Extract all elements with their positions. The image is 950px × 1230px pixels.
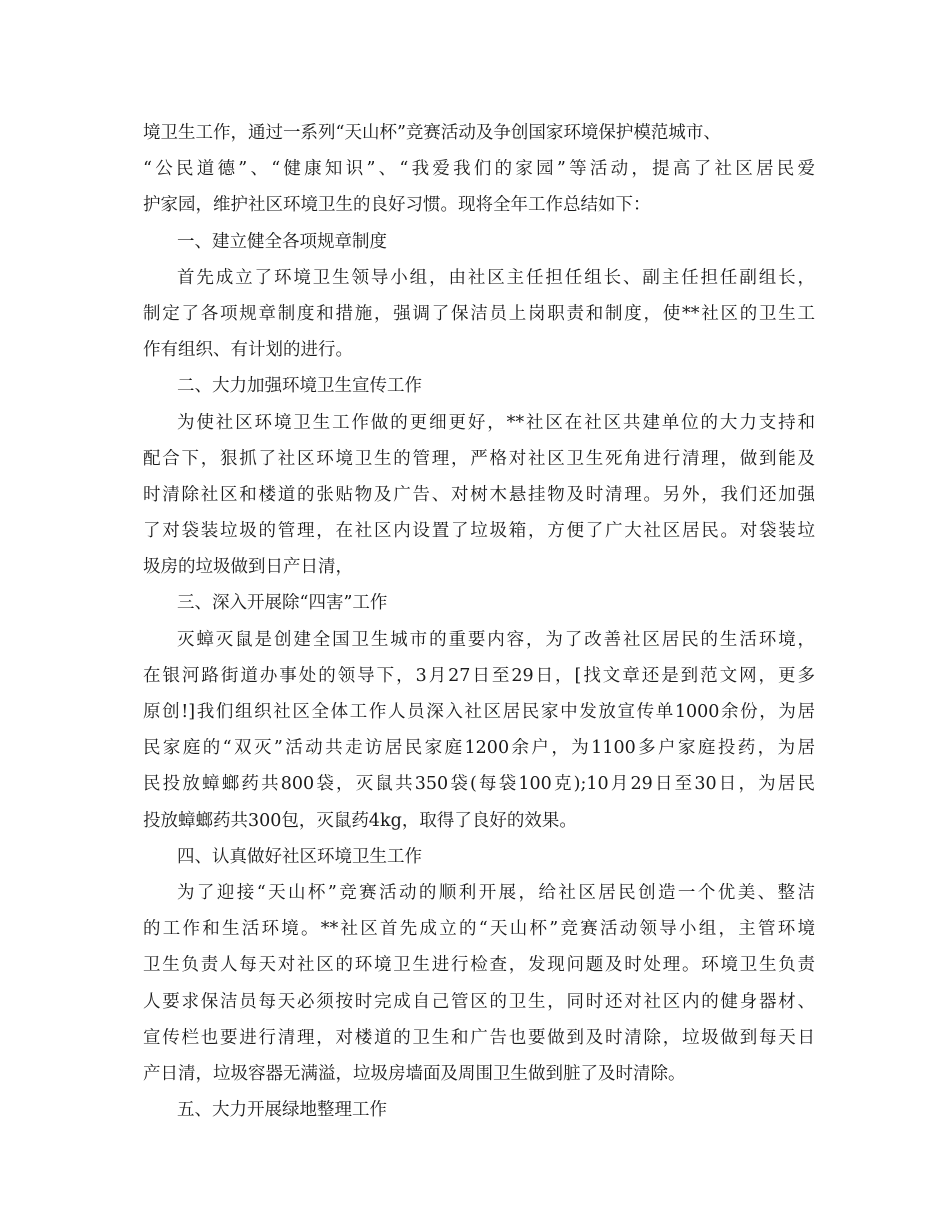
paragraph-line: 制定了各项规章制度和措施，强调了保洁员上岗职责和制度，使**社区的卫生工	[143, 303, 815, 324]
paragraph-line: 民投放蟑螂药共800袋，灭鼠共350袋(每袋100克);10月29日至30日，为居民	[143, 774, 815, 795]
paragraph-line: 作有组织、有计划的进行。	[143, 340, 353, 361]
paragraph-line: 原创!]我们组织社区全体工作人员深入社区居民家中发放宣传单1000余份，为居	[143, 702, 815, 722]
paragraph-line: 护家园，维护社区环境卫生的良好习惯。现将全年工作总结如下：	[143, 195, 651, 216]
paragraph-line: 圾房的垃圾做到日产日清，	[143, 557, 353, 578]
paragraph-line: 境卫生工作，通过一系列“天山杯”竞赛活动及争创国家环境保护模范城市、	[143, 123, 721, 143]
paragraph-line: 宣传栏也要进行清理，对楼道的卫生和广告也要做到及时清除，垃圾做到每天日	[143, 1027, 815, 1048]
paragraph-first-line: 二、大力加强环境卫生宣传工作	[177, 376, 422, 397]
paragraph-line: 配合下，狠抓了社区环境卫生的管理，严格对社区卫生死角进行清理，做到能及	[143, 448, 815, 469]
paragraph-line: 人要求保洁员每天必须按时完成自己管区的卫生，同时还对社区内的健身器材、	[143, 991, 815, 1012]
paragraph-line: 时清除社区和楼道的张贴物及广告、对树木悬挂物及时清理。另外，我们还加强	[143, 484, 815, 505]
paragraph-line: 了对袋装垃圾的管理，在社区内设置了垃圾箱，方便了广大社区居民。对袋装垃	[143, 521, 815, 542]
paragraph-line: 产日清，垃圾容器无满溢，垃圾房墙面及周围卫生做到脏了及时清除。	[143, 1063, 686, 1084]
paragraph-line: 在银河路街道办事处的领导下，3月27日至29日，[找文章还是到范文网，更多	[143, 665, 815, 686]
paragraph-line: “公民道德”、“健康知识”、“我爱我们的家园”等活动，提高了社区居民爱	[143, 159, 815, 180]
paragraph-first-line: 为使社区环境卫生工作做的更细更好，**社区在社区共建单位的大力支持和	[177, 412, 815, 433]
paragraph-line: 的工作和生活环境。**社区首先成立的“天山杯”竞赛活动领导小组，主管环境	[143, 919, 815, 940]
paragraph-first-line: 三、深入开展除“四害”工作	[177, 593, 388, 614]
paragraph-first-line: 四、认真做好社区环境卫生工作	[177, 846, 422, 867]
paragraph-line: 卫生负责人每天对社区的环境卫生进行检查，发现问题及时处理。环境卫生负责	[143, 955, 815, 976]
paragraph-line: 投放蟑螂药共300包，灭鼠药4kg，取得了良好的效果。	[143, 810, 577, 831]
paragraph-first-line: 为了迎接“天山杯”竞赛活动的顺利开展，给社区居民创造一个优美、整洁	[177, 882, 815, 903]
paragraph-first-line: 首先成立了环境卫生领导小组，由社区主任担任组长、副主任担任副组长，	[177, 267, 815, 288]
paragraph-first-line: 灭蟑灭鼠是创建全国卫生城市的重要内容，为了改善社区居民的生活环境，	[177, 629, 815, 650]
document-body	[143, 115, 815, 1128]
paragraph-line: 民家庭的“双灭”活动共走访居民家庭1200余户，为1100多户家庭投药，为居	[143, 738, 815, 759]
paragraph-first-line: 一、建立健全各项规章制度	[177, 231, 387, 252]
paragraph-first-line: 五、大力开展绿地整理工作	[177, 1100, 387, 1121]
